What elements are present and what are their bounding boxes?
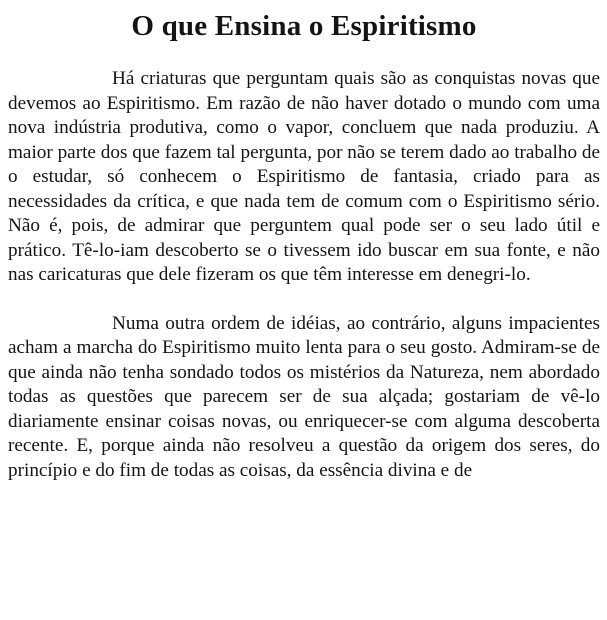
- paragraph-2: Numa outra ordem de idéias, ao contrário, alguns impacientes acham a marcha do Espiritismo muito lenta para o seu gosto. Admiram-se de que ainda não tenha sondado todos os mistérios da Natureza, nem abordado todas as questões que parecem ser de sua alçada; gostariam de vê-lo diariamente ensinar coisas novas, ou enriquecer-se com alguma descoberta recente. E, porque ainda não resolveu a questão da origem dos seres, do princípio e do fim de todas as coisas, da essência divina e de: [8, 312, 600, 481]
- document-title: O que Ensina o Espiritismo: [131, 10, 477, 42]
- paragraph-1: Há criaturas que perguntam quais são as conquistas novas que devemos ao Espiritismo. Em razão de não haver dotado o mundo com uma nova indústria produtiva, como o vapor, concluem que nada produziu. A maior parte dos que fazem tal pergunta, por não se terem dado ao trabalho de o estudar, só conhecem o Espiritismo de fantasia, criado para as necessidades da crítica, e que nada tem de comum com o Espiritismo sério. Não é, pois, de admirar que perguntem qual pode ser o seu lado útil e prático. Tê-lo-iam descoberto se o tivessem ido buscar em sua fonte, e não nas caricaturas que dele fizeram os que têm interesse em denegri-lo.: [8, 68, 600, 285]
- document-page: [8, 0, 600, 483]
